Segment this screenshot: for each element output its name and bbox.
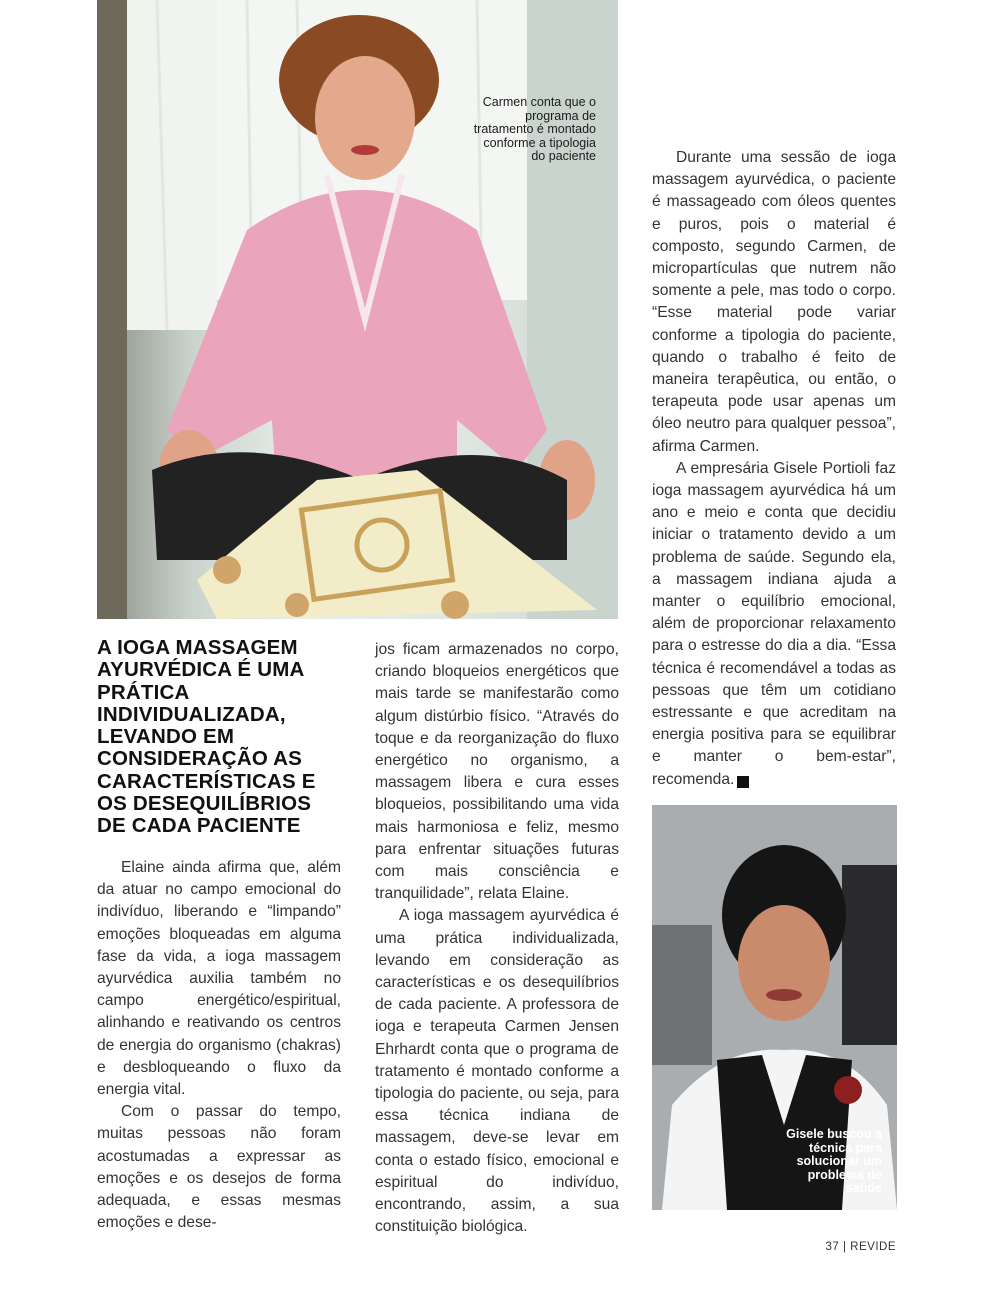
photo-carmen-illustration [97,0,618,619]
photo-carmen [97,0,618,619]
paragraph-text: A empresária Gisele Portioli faz ioga massagem ayurvédica há um ano e meio e conta que decidiu iniciar o tratamento devido a um problema de saúde. Segundo ela, a massagem indiana ajuda a manter o equilíbrio emocional, além de proporcionar relaxamento para o estresse do dia a dia. “Essa técnica é recomendável a todas as pessoas que têm um cotidiano estressante e que acreditam na energia positiva para se equilibrar e manter o bem-estar”, recomenda. [652,459,896,788]
paragraph: A ioga massagem ayurvédica é uma prática individualizada, levando em consideração as características e os desequilíbrios de cada paciente. A professora de ioga e terapeuta Carmen Jensen Ehrhardt conta que o programa de tratamento é montado conforme a tipologia do paciente, ou seja, para essa técnica indiana de massagem, deve-se levar em conta o estado físico, emocional e espiritual do indivíduo, encontrando, assim, a sua constituição biológica. [375,907,619,1236]
caption-gisele: Gisele buscou a técnica para solucionar um problema de saúde [786,1127,882,1196]
paragraph [652,458,896,791]
paragraph: Elaine ainda afirma que, além da atuar no campo emocional do indivíduo, liberando e “limpando” emoções bloqueadas em alguma fase da vida, a ioga massagem ayurvédica auxilia também no campo energético/espiritual, alinhando e reativando os centros de energia do organismo (chakras) e desbloqueando o fluxo da energia vital. [97,859,341,1099]
paragraph: Durante uma sessão de ioga massagem ayurvédica, o paciente é massageado com óleos quentes e puros, pois o material é composto, segundo Carmen, de micropartículas que nutrem não somente a pele, mas todo o corpo. “Esse material pode variar conforme a tipologia do paciente, quando o trabalho é feito de maneira terapêutica, ou então, o terapeuta pode usar apenas um óleo neutro para qualquer pessoa”, afirma Carmen. [652,149,896,455]
caption-carmen: Carmen conta que o programa de tratamento é montado conforme a tipologia do paciente [473,95,596,164]
page-folio: 37 | REVIDE [825,1241,896,1253]
article-column-1 [97,857,341,1234]
paragraph: Com o passar do tempo, muitas pessoas não foram acostumadas a expressar as emoções e os desejos de forma adequada, e essas mesmas emoções e dese- [97,1103,341,1232]
article-column-2 [375,639,619,1238]
article-column-3 [652,147,896,791]
paragraph: jos ficam armazenados no corpo, criando bloqueios energéticos que mais tarde se manifestarão como algum distúrbio físico. “Através do toque e da reorganização do fluxo energético no organismo, a massagem libera e cura esses bloqueios, possibilitando uma vida mais harmoniosa e feliz, mesmo para enfrentar situações futuras com mais consciência e tranquilidade”, relata Elaine. [375,641,619,903]
end-of-article-mark: r [737,776,749,788]
pull-quote-headline: A IOGA MASSAGEM AYURVÉDICA É UMA PRÁTICA INDIVIDUALIZADA, LEVANDO EM CONSIDERAÇÃO AS CARACTERÍSTICAS E OS DESEQUILÍBRIOS DE CADA PACIENTE [97,636,316,838]
